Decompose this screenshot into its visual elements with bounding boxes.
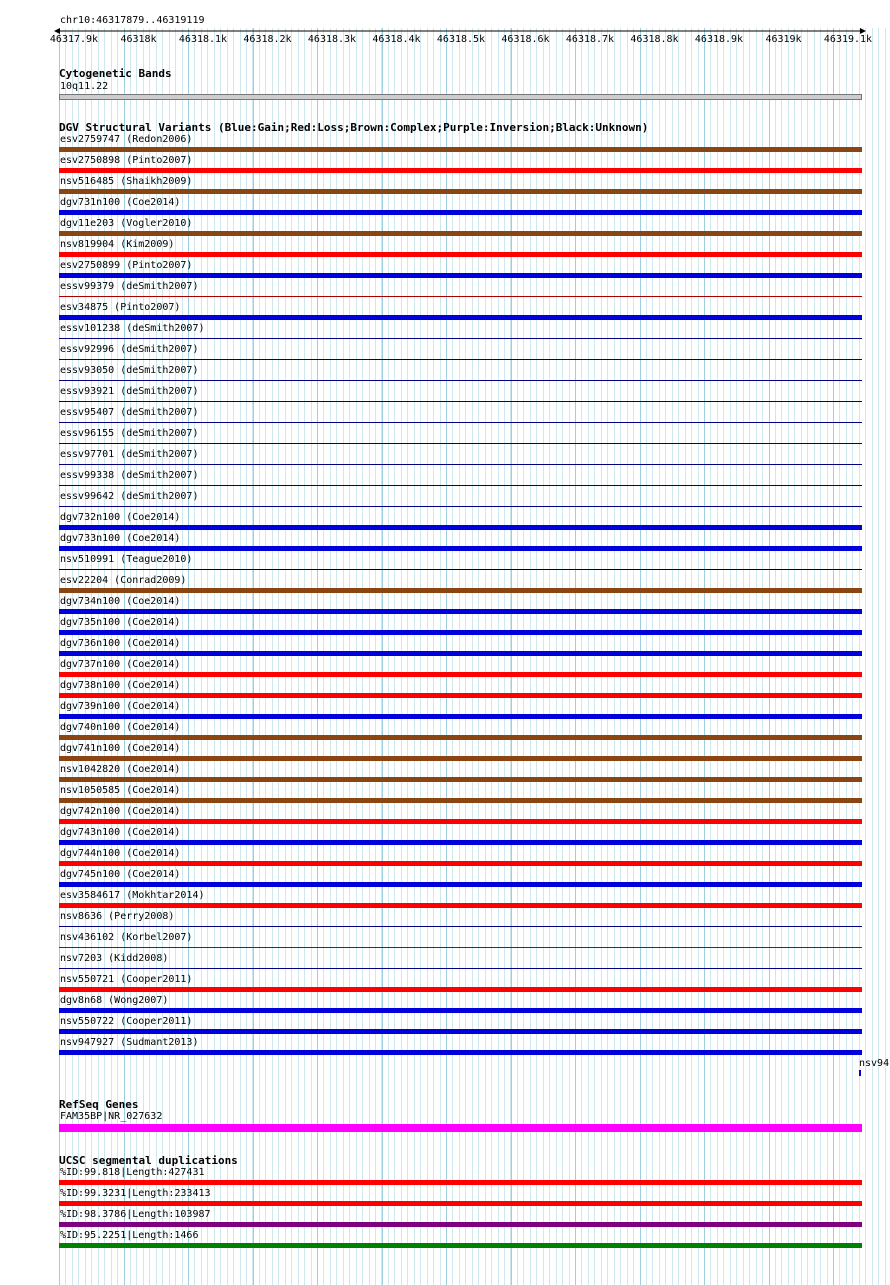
variant-label: nsv8636 (Perry2008) <box>60 911 175 922</box>
variant-label: nsv510991 (Teague2010) <box>60 554 193 565</box>
variant-bar[interactable] <box>59 819 862 824</box>
variant-label: dgv733n100 (Coe2014) <box>60 533 181 544</box>
variant-bar[interactable] <box>59 380 862 381</box>
segdup-label: %ID:95.2251|Length:1466 <box>60 1230 199 1241</box>
variant-label: dgv738n100 (Coe2014) <box>60 680 181 691</box>
variant-label: esv2750898 (Pinto2007) <box>60 155 193 166</box>
variant-bar[interactable] <box>59 525 862 530</box>
variant-label: dgv739n100 (Coe2014) <box>60 701 181 712</box>
variant-label: dgv741n100 (Coe2014) <box>60 743 181 754</box>
segdup-bar[interactable] <box>59 1243 862 1248</box>
variant-label: essv99642 (deSmith2007) <box>60 491 199 502</box>
variant-label: essv96155 (deSmith2007) <box>60 428 199 439</box>
variant-bar[interactable] <box>59 947 862 948</box>
ruler-region: chr10:46317879..46319119 <box>60 15 205 26</box>
variant-bar[interactable] <box>59 315 862 320</box>
variant-label: essv99338 (deSmith2007) <box>60 470 199 481</box>
variant-label: dgv734n100 (Coe2014) <box>60 596 181 607</box>
variant-label: nsv7203 (Kidd2008) <box>60 953 169 964</box>
variant-bar[interactable] <box>59 903 862 908</box>
variant-bar[interactable] <box>59 338 862 339</box>
ruler-tick-label: 46318k <box>120 34 157 45</box>
variant-label: dgv745n100 (Coe2014) <box>60 869 181 880</box>
ruler-tick-label: 46318.3k <box>307 34 357 45</box>
variant-label: nsv1042820 (Coe2014) <box>60 764 181 775</box>
ruler-tick-label: 46318.1k <box>178 34 228 45</box>
variant-bar[interactable] <box>59 672 862 677</box>
variant-bar[interactable] <box>59 359 862 360</box>
variant-label: esv34875 (Pinto2007) <box>60 302 181 313</box>
variant-bar[interactable] <box>59 714 862 719</box>
variant-bar[interactable] <box>59 168 862 173</box>
variant-label: essv97701 (deSmith2007) <box>60 449 199 460</box>
variant-label: esv3584617 (Mokhtar2014) <box>60 890 205 901</box>
variant-label: esv2759747 (Redon2006) <box>60 134 193 145</box>
variant-bar[interactable] <box>59 609 862 614</box>
segdup-bar[interactable] <box>59 1201 862 1206</box>
segdup-title: UCSC segmental duplications <box>59 1154 238 1167</box>
segdup-bar[interactable] <box>59 1222 862 1227</box>
variant-bar[interactable] <box>59 588 862 593</box>
ruler-tick-label: 46318.7k <box>565 34 615 45</box>
variant-bar[interactable] <box>59 147 862 152</box>
variant-bar[interactable] <box>59 506 862 507</box>
variant-bar[interactable] <box>59 630 862 635</box>
segdup-label: %ID:98.3786|Length:103987 <box>60 1209 211 1220</box>
variant-label: essv95407 (deSmith2007) <box>60 407 199 418</box>
variant-label: nsv550722 (Cooper2011) <box>60 1016 193 1027</box>
variant-bar[interactable] <box>59 546 862 551</box>
variant-bar[interactable] <box>59 252 862 257</box>
variant-bar[interactable] <box>59 735 862 740</box>
ruler-tick-label: 46318.9k <box>694 34 744 45</box>
cytoband-label: 10q11.22 <box>60 81 109 92</box>
variant-bar[interactable] <box>59 443 862 444</box>
refseq-title: RefSeq Genes <box>59 1098 139 1111</box>
variant-label: dgv732n100 (Coe2014) <box>60 512 181 523</box>
variant-bar[interactable] <box>59 422 862 423</box>
variant-label: essv101238 (deSmith2007) <box>60 323 205 334</box>
variant-label: nsv1050585 (Coe2014) <box>60 785 181 796</box>
ruler-tick-label: 46319k <box>765 34 802 45</box>
ruler-tick-label: 46318.5k <box>436 34 486 45</box>
variant-bar[interactable] <box>59 569 862 570</box>
variant-bar[interactable] <box>59 1050 862 1055</box>
variant-label: dgv735n100 (Coe2014) <box>60 617 181 628</box>
variant-bar[interactable] <box>59 987 862 992</box>
variant-bar[interactable] <box>59 882 862 887</box>
variant-bar[interactable] <box>59 861 862 866</box>
segdup-bar[interactable] <box>59 1180 862 1185</box>
variant-bar[interactable] <box>59 777 862 782</box>
variant-bar[interactable] <box>59 1008 862 1013</box>
variant-label: essv99379 (deSmith2007) <box>60 281 199 292</box>
variant-label: dgv743n100 (Coe2014) <box>60 827 181 838</box>
variant-label: esv2750899 (Pinto2007) <box>60 260 193 271</box>
variant-label: dgv737n100 (Coe2014) <box>60 659 181 670</box>
ruler-tick-label: 46318.2k <box>243 34 292 45</box>
variant-label: dgv744n100 (Coe2014) <box>60 848 181 859</box>
variant-bar[interactable] <box>59 485 862 486</box>
variant-bar[interactable] <box>59 273 862 278</box>
variant-bar[interactable] <box>59 210 862 215</box>
variant-label: nsv516485 (Shaikh2009) <box>60 176 193 187</box>
gene-label: FAM35BP|NR_027632 <box>60 1111 163 1122</box>
variant-bar[interactable] <box>59 968 862 969</box>
variant-label: nsv819904 (Kim2009) <box>60 239 175 250</box>
variant-bar[interactable] <box>59 693 862 698</box>
variant-label: dgv742n100 (Coe2014) <box>60 806 181 817</box>
variant-label: essv93921 (deSmith2007) <box>60 386 199 397</box>
variant-label: esv22204 (Conrad2009) <box>60 575 187 586</box>
variant-bar[interactable] <box>59 756 862 761</box>
variant-bar[interactable] <box>59 401 862 402</box>
variant-bar[interactable] <box>59 926 862 927</box>
variant-label: nsv947927 (Sudmant2013) <box>60 1037 199 1048</box>
cytoband-bar[interactable] <box>59 94 862 100</box>
variant-label: nsv436102 (Korbel2007) <box>60 932 193 943</box>
ruler-tick-label: 46317.9k <box>49 34 99 45</box>
variant-bar[interactable] <box>59 464 862 465</box>
ruler-tick-label: 46318.6k <box>501 34 550 45</box>
variant-bar[interactable] <box>59 798 862 803</box>
variant-label: dgv11e203 (Vogler2010) <box>60 218 193 229</box>
variant-bar[interactable] <box>59 189 862 194</box>
variant-bar[interactable] <box>59 231 862 236</box>
variant-label: essv93050 (deSmith2007) <box>60 365 199 376</box>
segdup-label: %ID:99.818|Length:427431 <box>60 1167 205 1178</box>
cytogenetic-title: Cytogenetic Bands <box>59 67 172 80</box>
dgv-title: DGV Structural Variants (Blue:Gain;Red:Loss;Brown:Complex;Purple:Inversion;Black:Unknown) <box>59 121 649 134</box>
segdup-label: %ID:99.3231|Length:233413 <box>60 1188 211 1199</box>
variant-bar[interactable] <box>59 840 862 845</box>
gene-bar[interactable] <box>59 1124 862 1132</box>
variant-bar[interactable] <box>59 1029 862 1034</box>
overflow-label: nsv94 <box>859 1058 890 1069</box>
overflow-feature[interactable] <box>859 1070 861 1076</box>
variant-label: dgv8n68 (Wong2007) <box>60 995 169 1006</box>
ruler-tick-label: 46319.1k <box>823 34 873 45</box>
variant-bar[interactable] <box>59 651 862 656</box>
ruler-tick-label: 46318.8k <box>630 34 679 45</box>
variant-bar[interactable] <box>59 296 862 297</box>
ruler-tick-label: 46318.4k <box>372 34 421 45</box>
variant-label: essv92996 (deSmith2007) <box>60 344 199 355</box>
variant-label: dgv731n100 (Coe2014) <box>60 197 181 208</box>
variant-label: dgv736n100 (Coe2014) <box>60 638 181 649</box>
variant-label: dgv740n100 (Coe2014) <box>60 722 181 733</box>
variant-label: nsv550721 (Cooper2011) <box>60 974 193 985</box>
